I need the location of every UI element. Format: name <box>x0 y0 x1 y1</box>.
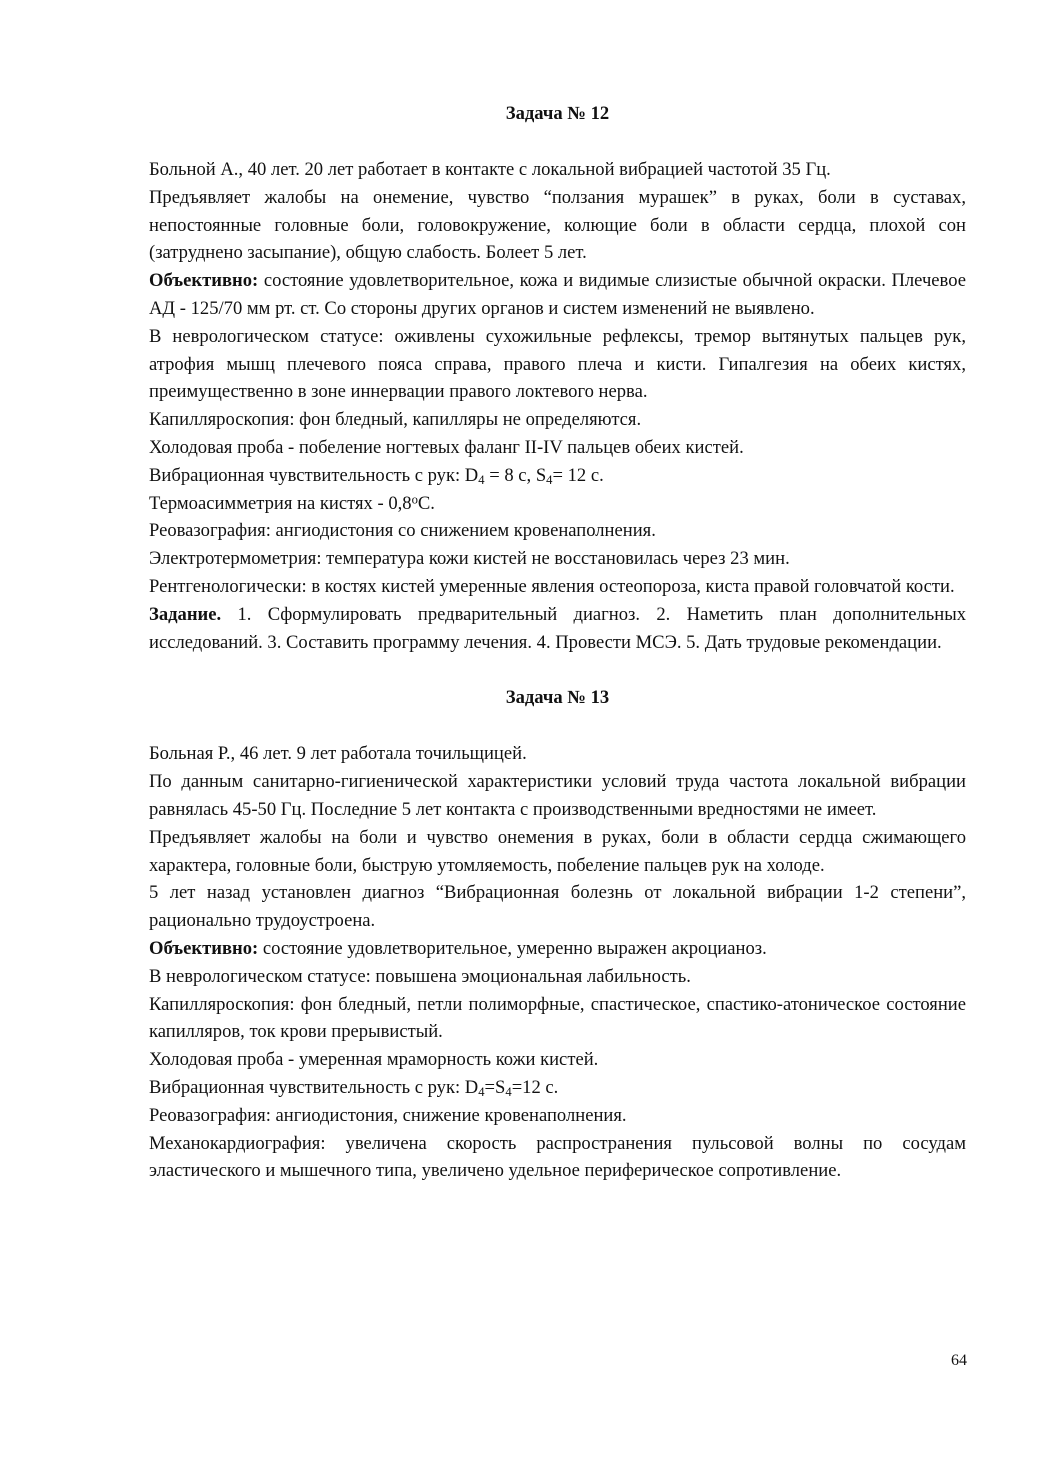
task-13-rheovasography: Реовазография: ангиодистония, снижение кровенаполнения. <box>149 1104 627 1126</box>
vibration-prefix: Вибрационная чувствительность с рук: D <box>149 1076 479 1098</box>
task-12-capillaroscopy: Капилляроскопия: фон бледный, капилляры не определяются. <box>149 409 642 431</box>
objective-label: Объективно: <box>149 937 259 959</box>
vibration-subscript: 4 <box>478 472 485 487</box>
task-12-objective <box>149 267 966 323</box>
task-13-cold-test: Холодовая проба - умеренная мраморность кожи кистей. <box>149 1049 599 1071</box>
task-13-patient-info: Больная Р., 46 лет. 9 лет работала точильщицей. <box>149 743 527 765</box>
spacer <box>149 712 966 740</box>
task-12-cold-test: Холодовая проба - побеление ногтевых фаланг II-IV пальцев обеих кистей. <box>149 436 744 458</box>
assignment-text: 1. Сформулировать предварительный диагноз. 2. Наметить план дополнительных исследований. 3. Составить программу лечения. 4. Провести МСЭ. 5. Дать трудовые рекомендации. <box>149 603 966 653</box>
vibration-suffix: = 12 с. <box>552 464 604 486</box>
task-12-rheovasography: Реовазография: ангиодистония со снижением кровенаполнения. <box>149 520 656 542</box>
task-13-capillaroscopy: Капилляроскопия: фон бледный, петли полиморфные, спастическое, спастико-атоническое состояние капилляров, ток крови прерывистый. <box>149 993 966 1043</box>
task-12-patient-info: Больной А., 40 лет. 20 лет работает в контакте с локальной вибрацией частотой 35 Гц. <box>149 159 831 180</box>
vibration-subscript: 4 <box>505 1085 512 1100</box>
page-number: 64 <box>951 1352 967 1369</box>
task-12-thermoasymmetry <box>149 490 966 518</box>
spacer <box>149 128 966 156</box>
task-12-vibration-sensitivity <box>149 462 966 490</box>
task-12-assignment <box>149 601 966 657</box>
thermo-prefix: Термоасимметрия на кистях - 0,8 <box>149 492 412 514</box>
document-page <box>149 100 966 1185</box>
task-13-mechanocardiography: Механокардиография: увеличена скорость распространения пульсовой волны по сосудам эластического и мышечного типа, увеличено удельное периферическое сопротивление. <box>149 1132 966 1182</box>
task-12-xray: Рентгенологически: в костях кистей умеренные явления остеопороза, киста правой головчатой кости. <box>149 575 955 597</box>
vibration-subscript: 4 <box>546 472 553 487</box>
objective-text: состояние удовлетворительное, кожа и видимые слизистые обычной окраски. Плечевое АД - 125/70 мм рт. ст. Со стороны других органов и систем изменений не выявлено. <box>149 270 966 319</box>
task-13-objective <box>149 935 966 963</box>
objective-label: Объективно: <box>149 270 259 292</box>
task-12-title: Задача № 12 <box>505 103 610 124</box>
task-12-complaints: Предъявляет жалобы на онемение, чувство “ползания мурашек” в руках, боли в суставах, непостоянные головные боли, головокружение, колющие боли в области сердца, плохой сон (затруднено засыпание), общую слабость. Болеет 5 лет. <box>149 186 966 264</box>
task-13-neuro-status: В неврологическом статусе: повышена эмоциональная лабильность. <box>149 965 691 987</box>
task-13-work-conditions: По данным санитарно-гигиенической характеристики условий труда частота локальной вибрации равнялась 45-50 Гц. Последние 5 лет контакта с производственными вредностями не имеет. <box>149 771 966 820</box>
degree-superscript: о <box>411 491 418 506</box>
objective-text: состояние удовлетворительное, умеренно выражен акроцианоз. <box>258 937 767 959</box>
task-13-title: Задача № 13 <box>505 687 610 709</box>
vibration-prefix: Вибрационная чувствительность с рук: D <box>149 464 479 486</box>
vibration-mid: =S <box>484 1076 506 1098</box>
task-13-vibration-sensitivity <box>149 1074 966 1102</box>
vibration-mid: = 8 с, S <box>484 464 547 486</box>
vibration-suffix: =12 с. <box>511 1076 559 1098</box>
task-13-complaints: Предъявляет жалобы на боли и чувство онемения в руках, боли в области сердца сжимающего характера, головные боли, быструю утомляемость, побеление пальцев рук на холоде. <box>149 826 966 876</box>
task-12-electrothermometry: Электротермометрия: температура кожи кистей не восстановилась через 23 мин. <box>149 548 790 570</box>
vibration-subscript: 4 <box>478 1085 485 1100</box>
task-13-diagnosis-history: 5 лет назад установлен диагноз “Вибрационная болезнь от локальной вибрации 1-2 степени”, рационально трудоустроена. <box>149 882 966 932</box>
thermo-suffix: С. <box>417 492 435 514</box>
task-12-neuro-status: В неврологическом статусе: оживлены сухожильные рефлексы, тремор вытянутых пальцев рук, атрофия мышц плечевого пояса справа, правого плеча и кисти. Гипалгезия на обеих кистях, преимущественно в зоне иннервации правого локтевого нерва. <box>149 325 966 403</box>
assignment-label: Задание. <box>149 603 222 625</box>
